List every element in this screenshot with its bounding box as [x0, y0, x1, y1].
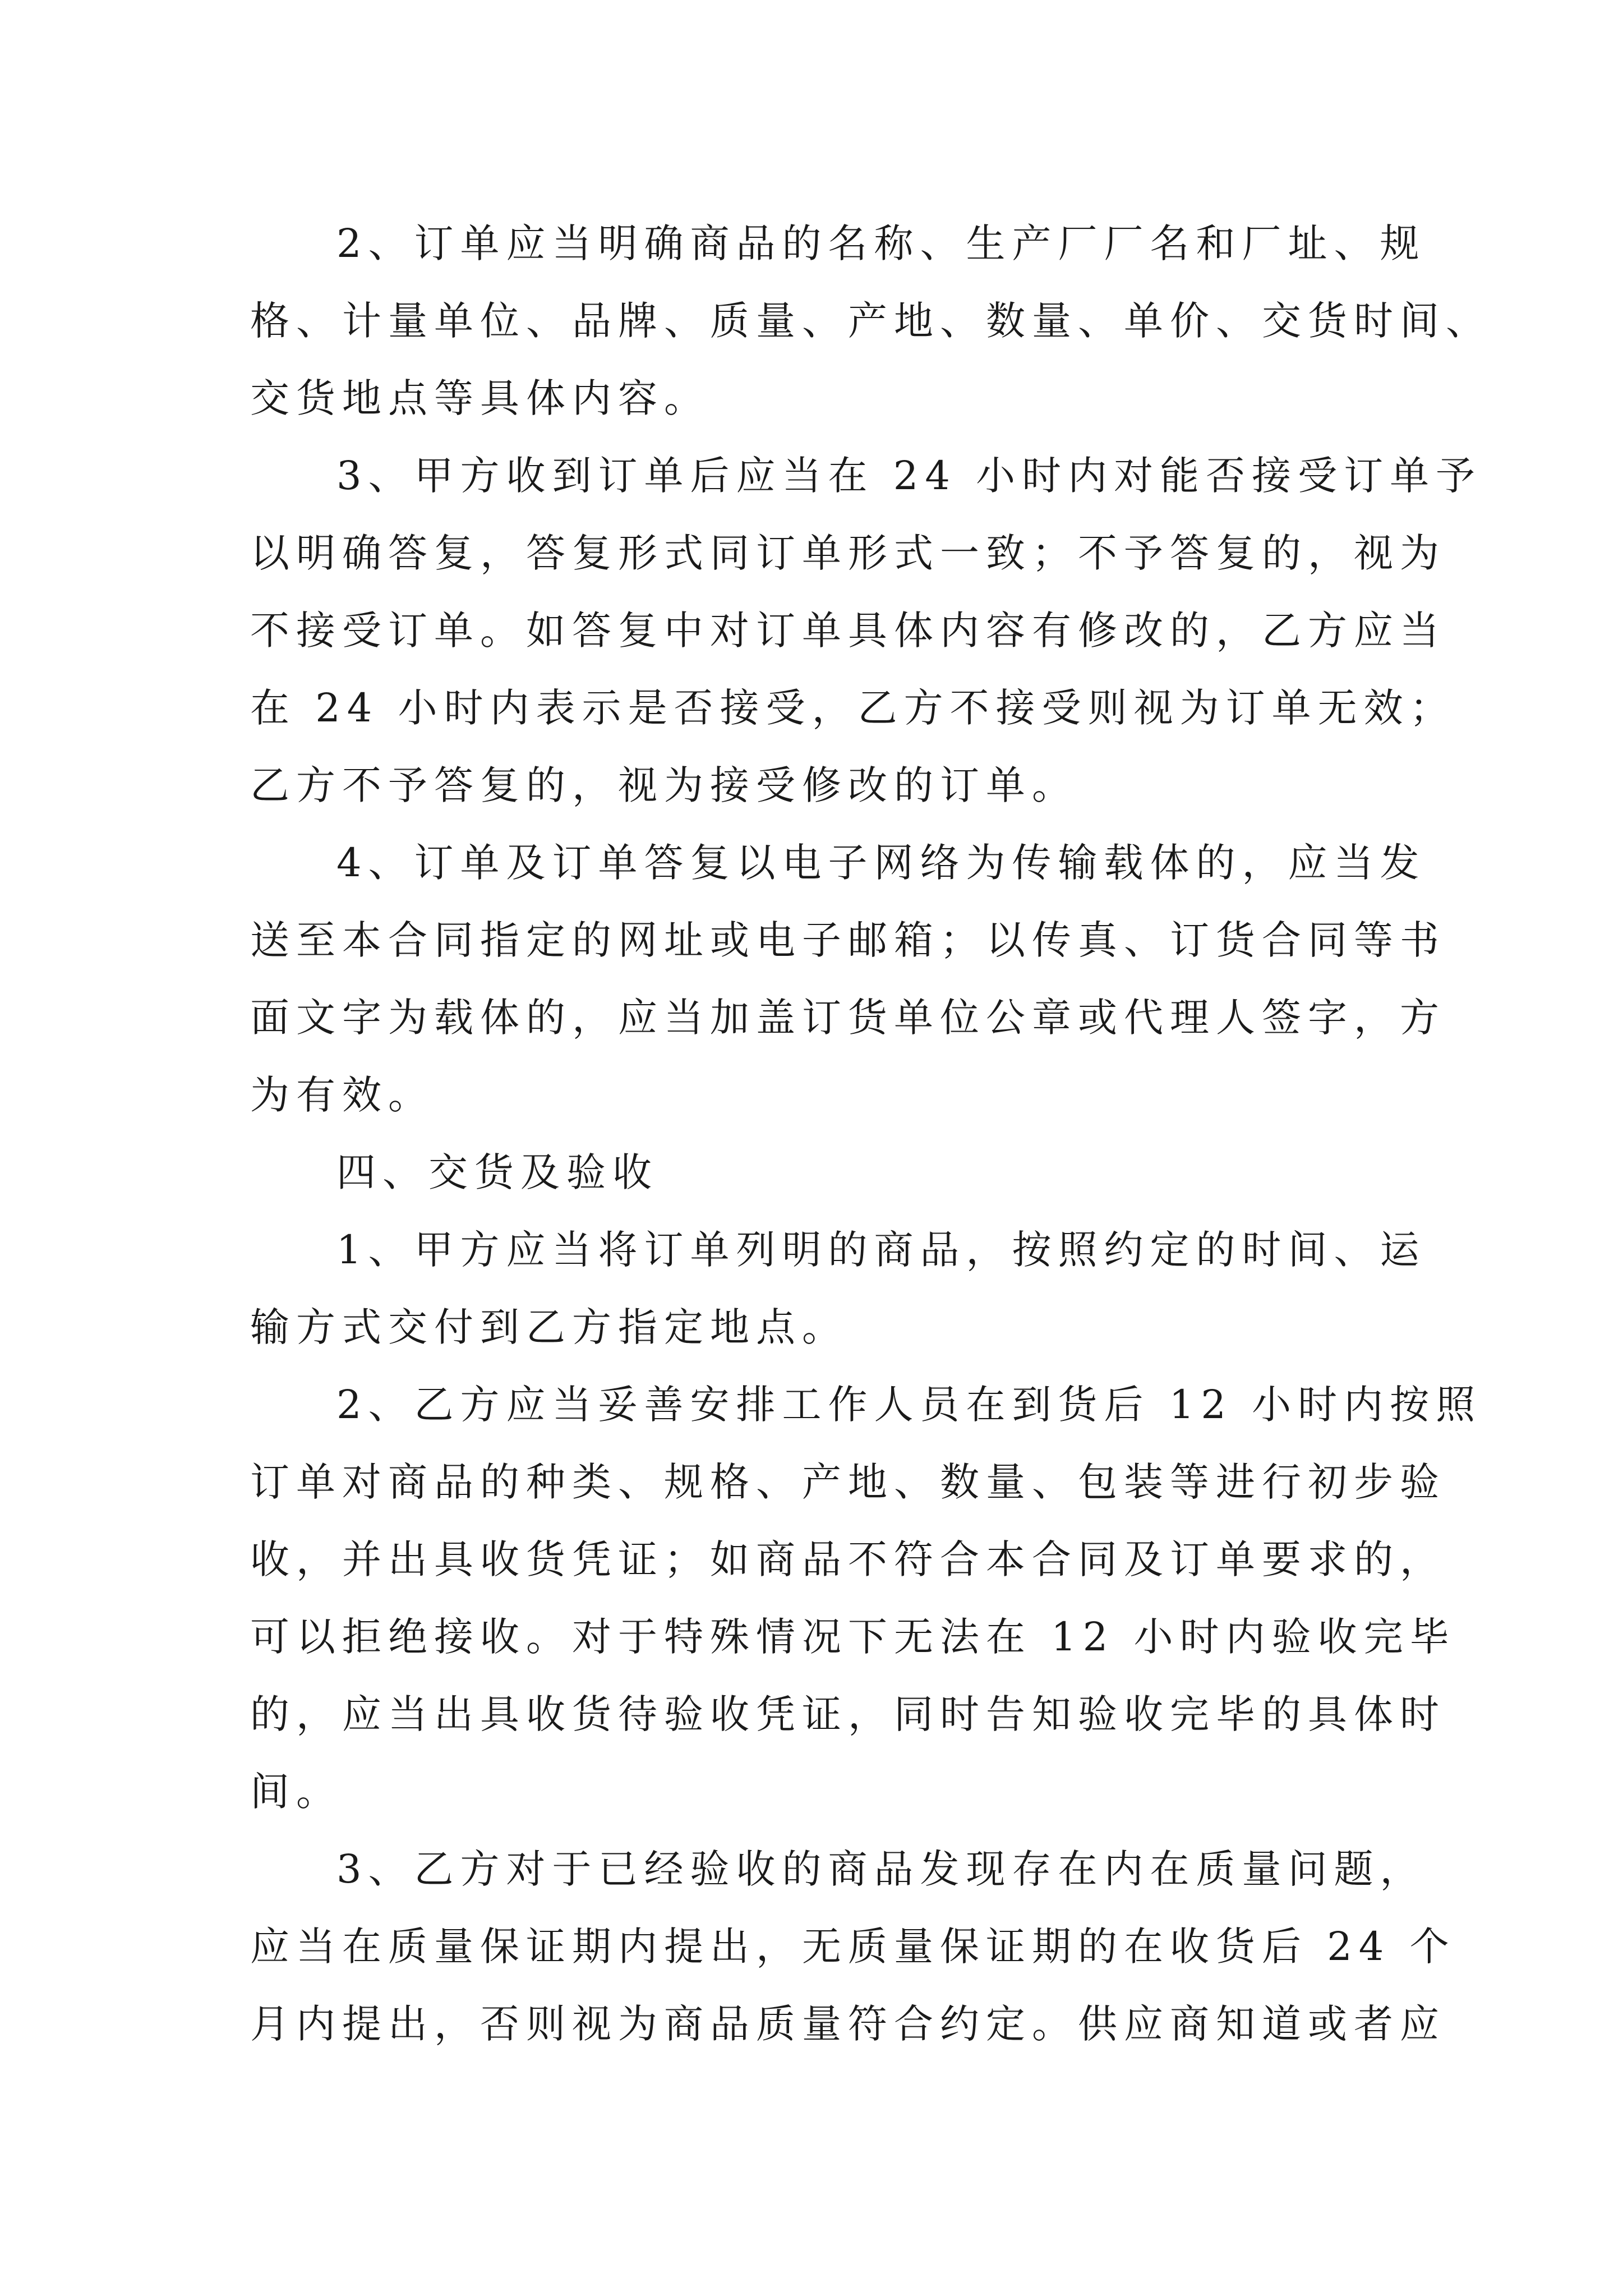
text-line: 在 24 小时内表示是否接受，乙方不接受则视为订单无效；: [250, 685, 1456, 731]
text-line: 交货地点等具体内容。: [250, 375, 710, 421]
text-line: 2、乙方应当妥善安排工作人员在到货后 12 小时内按照: [336, 1382, 1482, 1428]
text-line: 输方式交付到乙方指定地点。: [250, 1304, 848, 1350]
text-line: 乙方不予答复的，视为接受修改的订单。: [250, 762, 1078, 808]
text-line: 不接受订单。如答复中对订单具体内容有修改的，乙方应当: [250, 608, 1446, 654]
text-line: 订单对商品的种类、规格、产地、数量、包装等进行初步验: [250, 1459, 1446, 1505]
text-line: 的，应当出具收货待验收凭证，同时告知验收完毕的具体时: [250, 1691, 1446, 1737]
text-line: 应当在质量保证期内提出，无质量保证期的在收货后 24 个: [250, 1924, 1456, 1970]
text-line: 月内提出，否则视为商品质量符合约定。供应商知道或者应: [250, 2001, 1446, 2047]
text-line: 1、甲方应当将订单列明的商品，按照约定的时间、运: [336, 1227, 1426, 1273]
text-line: 格、计量单位、品牌、质量、产地、数量、单价、交货时间、: [250, 298, 1492, 344]
text-line: 为有效。: [250, 1072, 434, 1118]
text-line: 收，并出具收货凭证；如商品不符合本合同及订单要求的，: [250, 1536, 1446, 1582]
text-line: 面文字为载体的，应当加盖订货单位公章或代理人签字，方: [250, 995, 1446, 1041]
text-line: 以明确答复，答复形式同订单形式一致；不予答复的，视为: [250, 530, 1446, 576]
text-line: 4、订单及订单答复以电子网络为传输载体的，应当发: [336, 840, 1426, 886]
text-line: 3、甲方收到订单后应当在 24 小时内对能否接受订单予: [336, 453, 1482, 499]
text-line: 送至本合同指定的网址或电子邮箱；以传真、订货合同等书: [250, 917, 1446, 963]
text-line: 2、订单应当明确商品的名称、生产厂厂名和厂址、规: [336, 220, 1426, 266]
section-heading: 四、交货及验收: [336, 1149, 658, 1195]
text-line: 间。: [250, 1769, 342, 1815]
text-line: 3、乙方对于已经验收的商品发现存在内在质量问题，: [336, 1846, 1426, 1892]
text-line: 可以拒绝接收。对于特殊情况下无法在 12 小时内验收完毕: [250, 1614, 1456, 1660]
